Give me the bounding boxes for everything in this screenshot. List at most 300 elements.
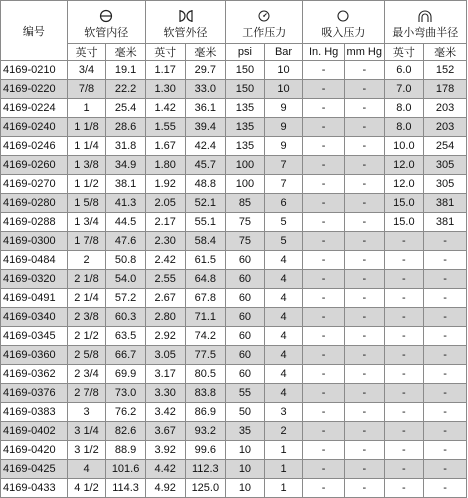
inner-diameter-inch-cell: 2 1/8 (67, 270, 106, 289)
bend-radius-inch-cell: - (384, 441, 424, 460)
bend-radius-inch-cell: - (384, 270, 424, 289)
part-number-cell: 4169-0433 (1, 479, 68, 498)
inner-diameter-inch-cell: 2 3/8 (67, 308, 106, 327)
outer-diameter-inch-cell: 4.42 (145, 460, 185, 479)
unit-header: 毫米 (106, 44, 146, 61)
header-unit-row (1, 44, 467, 61)
part-number-cell: 4169-0320 (1, 270, 68, 289)
part-number-cell: 4169-0224 (1, 99, 68, 118)
suction-inhg-cell: - (303, 270, 345, 289)
outer-diameter-mm-cell: 39.4 (185, 118, 226, 137)
inner-diameter-inch-cell: 1 3/4 (67, 213, 106, 232)
pressure-bar-cell: 7 (264, 156, 303, 175)
pressure-bar-cell: 4 (264, 251, 303, 270)
inner-diameter-inch-cell: 2 (67, 251, 106, 270)
bend-radius-inch-cell: - (384, 403, 424, 422)
suction-inhg-cell: - (303, 175, 345, 194)
inner-diameter-mm-cell: 31.8 (106, 137, 146, 156)
working-pressure-header (226, 1, 303, 44)
part-number-cell: 4169-0362 (1, 365, 68, 384)
part-number-cell: 4169-0484 (1, 251, 68, 270)
pressure-psi-cell: 100 (226, 175, 265, 194)
table-row (1, 308, 467, 327)
bend-radius-mm-cell: - (424, 346, 467, 365)
outer-diameter-icon (146, 8, 225, 24)
table-row (1, 194, 467, 213)
pressure-psi-cell: 135 (226, 118, 265, 137)
suction-inhg-cell: - (303, 479, 345, 498)
bend-radius-inch-cell: - (384, 460, 424, 479)
outer-diameter-mm-cell: 36.1 (185, 99, 226, 118)
pressure-psi-cell: 135 (226, 99, 265, 118)
inner-diameter-mm-cell: 88.9 (106, 441, 146, 460)
inner-diameter-mm-cell: 19.1 (106, 61, 146, 80)
table-row (1, 80, 467, 99)
pressure-bar-cell: 4 (264, 365, 303, 384)
bend-radius-mm-cell: - (424, 422, 467, 441)
unit-header: Bar (264, 44, 303, 61)
outer-diameter-mm-cell: 80.5 (185, 365, 226, 384)
working-pressure-label: 工作压力 (242, 27, 287, 39)
outer-diameter-mm-cell: 125.0 (185, 479, 226, 498)
suction-mmhg-cell: - (344, 137, 384, 156)
outer-diameter-inch-cell: 1.55 (145, 118, 185, 137)
outer-diameter-inch-cell: 3.05 (145, 346, 185, 365)
inner-diameter-inch-cell: 2 7/8 (67, 384, 106, 403)
part-number-cell: 4169-0270 (1, 175, 68, 194)
suction-inhg-cell: - (303, 118, 345, 137)
pressure-bar-cell: 10 (264, 80, 303, 99)
part-number-cell: 4169-0345 (1, 327, 68, 346)
unit-header: mm Hg (344, 44, 384, 61)
pressure-psi-cell: 60 (226, 270, 265, 289)
part-number-cell: 4169-0491 (1, 289, 68, 308)
outer-diameter-mm-cell: 29.7 (185, 61, 226, 80)
table-row (1, 213, 467, 232)
pressure-bar-cell: 1 (264, 479, 303, 498)
pressure-psi-cell: 150 (226, 61, 265, 80)
inner-diameter-mm-cell: 57.2 (106, 289, 146, 308)
part-number-cell: 4169-0246 (1, 137, 68, 156)
suction-inhg-cell: - (303, 80, 345, 99)
pressure-psi-cell: 60 (226, 289, 265, 308)
suction-mmhg-cell: - (344, 289, 384, 308)
pressure-bar-cell: 2 (264, 422, 303, 441)
suction-inhg-cell: - (303, 156, 345, 175)
table-row (1, 137, 467, 156)
pressure-psi-cell: 75 (226, 232, 265, 251)
outer-diameter-mm-cell: 99.6 (185, 441, 226, 460)
outer-diameter-mm-cell: 112.3 (185, 460, 226, 479)
suction-mmhg-cell: - (344, 118, 384, 137)
table-row (1, 270, 467, 289)
part-number-cell: 4169-0360 (1, 346, 68, 365)
bend-radius-inch-cell: - (384, 232, 424, 251)
unit-header: 毫米 (424, 44, 467, 61)
pressure-bar-cell: 9 (264, 137, 303, 156)
table-row (1, 327, 467, 346)
bend-radius-inch-cell: 15.0 (384, 213, 424, 232)
outer-diameter-mm-cell: 33.0 (185, 80, 226, 99)
pressure-psi-cell: 10 (226, 460, 265, 479)
outer-diameter-header (145, 1, 225, 44)
inner-diameter-inch-cell: 2 1/4 (67, 289, 106, 308)
bend-radius-mm-cell: - (424, 289, 467, 308)
inner-diameter-inch-cell: 3 (67, 403, 106, 422)
pressure-psi-cell: 10 (226, 441, 265, 460)
suction-mmhg-cell: - (344, 99, 384, 118)
outer-diameter-inch-cell: 1.67 (145, 137, 185, 156)
suction-mmhg-cell: - (344, 80, 384, 99)
suction-inhg-cell: - (303, 346, 345, 365)
inner-diameter-mm-cell: 50.8 (106, 251, 146, 270)
outer-diameter-mm-cell: 93.2 (185, 422, 226, 441)
bend-radius-mm-cell: - (424, 308, 467, 327)
inner-diameter-mm-cell: 73.0 (106, 384, 146, 403)
suction-inhg-cell: - (303, 460, 345, 479)
bend-radius-inch-cell: 6.0 (384, 61, 424, 80)
bend-radius-mm-cell: - (424, 327, 467, 346)
inner-diameter-mm-cell: 25.4 (106, 99, 146, 118)
bend-radius-mm-cell: 305 (424, 156, 467, 175)
pressure-psi-cell: 60 (226, 346, 265, 365)
outer-diameter-inch-cell: 1.92 (145, 175, 185, 194)
suction-mmhg-cell: - (344, 346, 384, 365)
outer-diameter-label: 软管外径 (163, 27, 208, 39)
inner-diameter-mm-cell: 54.0 (106, 270, 146, 289)
pressure-bar-cell: 1 (264, 460, 303, 479)
outer-diameter-inch-cell: 2.92 (145, 327, 185, 346)
outer-diameter-inch-cell: 2.67 (145, 289, 185, 308)
inner-diameter-inch-cell: 3/4 (67, 61, 106, 80)
outer-diameter-mm-cell: 67.8 (185, 289, 226, 308)
bend-radius-mm-cell: 381 (424, 194, 467, 213)
pressure-psi-cell: 150 (226, 80, 265, 99)
outer-diameter-inch-cell: 2.05 (145, 194, 185, 213)
pressure-psi-cell: 85 (226, 194, 265, 213)
suction-inhg-cell: - (303, 384, 345, 403)
outer-diameter-mm-cell: 74.2 (185, 327, 226, 346)
table-row (1, 403, 467, 422)
pressure-psi-cell: 75 (226, 213, 265, 232)
outer-diameter-inch-cell: 1.42 (145, 99, 185, 118)
pressure-bar-cell: 4 (264, 270, 303, 289)
outer-diameter-inch-cell: 3.17 (145, 365, 185, 384)
outer-diameter-inch-cell: 2.30 (145, 232, 185, 251)
suction-mmhg-cell: - (344, 213, 384, 232)
suction-mmhg-cell: - (344, 384, 384, 403)
inner-diameter-mm-cell: 34.9 (106, 156, 146, 175)
inner-diameter-mm-cell: 22.2 (106, 80, 146, 99)
unit-header: 英寸 (145, 44, 185, 61)
bend-radius-mm-cell: - (424, 384, 467, 403)
suction-inhg-cell: - (303, 403, 345, 422)
suction-inhg-cell: - (303, 137, 345, 156)
unit-header: 英寸 (67, 44, 106, 61)
inner-diameter-mm-cell: 82.6 (106, 422, 146, 441)
bend-radius-mm-cell: 254 (424, 137, 467, 156)
inner-diameter-inch-cell: 4 1/2 (67, 479, 106, 498)
outer-diameter-mm-cell: 52.1 (185, 194, 226, 213)
table-row (1, 365, 467, 384)
table-row (1, 422, 467, 441)
inner-diameter-inch-cell: 1 5/8 (67, 194, 106, 213)
part-number-cell: 4169-0402 (1, 422, 68, 441)
suction-inhg-cell: - (303, 251, 345, 270)
bend-radius-inch-cell: - (384, 289, 424, 308)
suction-mmhg-cell: - (344, 175, 384, 194)
table-row (1, 175, 467, 194)
pressure-bar-cell: 4 (264, 384, 303, 403)
unit-header: psi (226, 44, 265, 61)
pressure-bar-cell: 4 (264, 289, 303, 308)
table-row (1, 118, 467, 137)
part-number-cell: 4169-0300 (1, 232, 68, 251)
pressure-bar-cell: 7 (264, 175, 303, 194)
pressure-psi-cell: 135 (226, 137, 265, 156)
outer-diameter-inch-cell: 3.92 (145, 441, 185, 460)
suction-mmhg-cell: - (344, 327, 384, 346)
bend-radius-mm-cell: 305 (424, 175, 467, 194)
bend-radius-mm-cell: 203 (424, 118, 467, 137)
bend-radius-inch-cell: - (384, 327, 424, 346)
suction-mmhg-cell: - (344, 422, 384, 441)
inner-diameter-inch-cell: 3 1/4 (67, 422, 106, 441)
inner-diameter-icon (68, 8, 145, 24)
bend-radius-mm-cell: - (424, 441, 467, 460)
table-row (1, 232, 467, 251)
inner-diameter-mm-cell: 101.6 (106, 460, 146, 479)
bend-radius-inch-cell: - (384, 251, 424, 270)
part-number-cell: 4169-0376 (1, 384, 68, 403)
suction-mmhg-cell: - (344, 308, 384, 327)
inner-diameter-inch-cell: 4 (67, 460, 106, 479)
bend-radius-inch-cell: - (384, 308, 424, 327)
suction-inhg-cell: - (303, 441, 345, 460)
inner-diameter-inch-cell: 1 1/2 (67, 175, 106, 194)
suction-inhg-cell: - (303, 308, 345, 327)
inner-diameter-inch-cell: 2 5/8 (67, 346, 106, 365)
suction-inhg-cell: - (303, 365, 345, 384)
suction-mmhg-cell: - (344, 479, 384, 498)
table-row (1, 251, 467, 270)
outer-diameter-mm-cell: 64.8 (185, 270, 226, 289)
table-row (1, 99, 467, 118)
pressure-psi-cell: 10 (226, 479, 265, 498)
table-row (1, 441, 467, 460)
outer-diameter-inch-cell: 4.92 (145, 479, 185, 498)
outer-diameter-mm-cell: 83.8 (185, 384, 226, 403)
bend-radius-mm-cell: - (424, 251, 467, 270)
bend-radius-mm-cell: - (424, 403, 467, 422)
pressure-bar-cell: 4 (264, 346, 303, 365)
suction-circle-icon (303, 8, 383, 24)
pressure-psi-cell: 35 (226, 422, 265, 441)
inner-diameter-inch-cell: 1 7/8 (67, 232, 106, 251)
inner-diameter-inch-cell: 1 1/8 (67, 118, 106, 137)
outer-diameter-inch-cell: 1.80 (145, 156, 185, 175)
suction-mmhg-cell: - (344, 403, 384, 422)
bend-radius-mm-cell: 178 (424, 80, 467, 99)
inner-diameter-mm-cell: 38.1 (106, 175, 146, 194)
suction-mmhg-cell: - (344, 251, 384, 270)
part-number-cell: 4169-0280 (1, 194, 68, 213)
bend-radius-inch-cell: 8.0 (384, 118, 424, 137)
bend-radius-inch-cell: 10.0 (384, 137, 424, 156)
outer-diameter-mm-cell: 42.4 (185, 137, 226, 156)
table-row (1, 346, 467, 365)
outer-diameter-inch-cell: 2.17 (145, 213, 185, 232)
suction-mmhg-cell: - (344, 270, 384, 289)
pressure-gauge-icon (226, 8, 302, 24)
pressure-psi-cell: 50 (226, 403, 265, 422)
outer-diameter-mm-cell: 58.4 (185, 232, 226, 251)
inner-diameter-mm-cell: 41.3 (106, 194, 146, 213)
unit-header: In. Hg (303, 44, 345, 61)
bend-radius-inch-cell: 7.0 (384, 80, 424, 99)
inner-diameter-mm-cell: 44.5 (106, 213, 146, 232)
bend-radius-mm-cell: - (424, 232, 467, 251)
suction-mmhg-cell: - (344, 194, 384, 213)
inner-diameter-mm-cell: 28.6 (106, 118, 146, 137)
bend-radius-label: 最小弯曲半径 (392, 27, 459, 39)
table-row (1, 460, 467, 479)
outer-diameter-inch-cell: 1.30 (145, 80, 185, 99)
inner-diameter-inch-cell: 2 3/4 (67, 365, 106, 384)
table-row (1, 384, 467, 403)
inner-diameter-mm-cell: 114.3 (106, 479, 146, 498)
part-number-cell: 4169-0340 (1, 308, 68, 327)
inner-diameter-mm-cell: 66.7 (106, 346, 146, 365)
suction-inhg-cell: - (303, 422, 345, 441)
bend-radius-inch-cell: - (384, 479, 424, 498)
inner-diameter-mm-cell: 47.6 (106, 232, 146, 251)
bend-radius-mm-cell: 203 (424, 99, 467, 118)
pressure-psi-cell: 55 (226, 384, 265, 403)
suction-mmhg-cell: - (344, 232, 384, 251)
suction-inhg-cell: - (303, 213, 345, 232)
inner-diameter-inch-cell: 7/8 (67, 80, 106, 99)
part-number-cell: 4169-0220 (1, 80, 68, 99)
table-row (1, 61, 467, 80)
suction-inhg-cell: - (303, 61, 345, 80)
pressure-psi-cell: 60 (226, 327, 265, 346)
bend-radius-icon (385, 8, 466, 24)
suction-inhg-cell: - (303, 289, 345, 308)
part-number-cell: 4169-0383 (1, 403, 68, 422)
outer-diameter-mm-cell: 61.5 (185, 251, 226, 270)
outer-diameter-inch-cell: 3.67 (145, 422, 185, 441)
part-number-cell: 4169-0420 (1, 441, 68, 460)
inner-diameter-inch-cell: 1 (67, 99, 106, 118)
inner-diameter-mm-cell: 63.5 (106, 327, 146, 346)
header-group-row (1, 1, 467, 44)
inner-diameter-inch-cell: 1 1/4 (67, 137, 106, 156)
inner-diameter-inch-cell: 1 3/8 (67, 156, 106, 175)
table-row (1, 289, 467, 308)
bend-radius-inch-cell: - (384, 346, 424, 365)
pressure-bar-cell: 5 (264, 232, 303, 251)
table-row (1, 156, 467, 175)
bend-radius-mm-cell: - (424, 460, 467, 479)
pressure-bar-cell: 6 (264, 194, 303, 213)
table-row (1, 479, 467, 498)
outer-diameter-mm-cell: 71.1 (185, 308, 226, 327)
inner-diameter-mm-cell: 60.3 (106, 308, 146, 327)
pressure-bar-cell: 3 (264, 403, 303, 422)
inner-diameter-inch-cell: 3 1/2 (67, 441, 106, 460)
outer-diameter-inch-cell: 3.42 (145, 403, 185, 422)
pressure-bar-cell: 1 (264, 441, 303, 460)
bend-radius-inch-cell: 12.0 (384, 156, 424, 175)
pressure-bar-cell: 10 (264, 61, 303, 80)
bend-radius-inch-cell: - (384, 422, 424, 441)
outer-diameter-mm-cell: 45.7 (185, 156, 226, 175)
bend-radius-inch-cell: - (384, 365, 424, 384)
outer-diameter-inch-cell: 2.80 (145, 308, 185, 327)
suction-pressure-header (303, 1, 384, 44)
inner-diameter-inch-cell: 2 1/2 (67, 327, 106, 346)
bend-radius-mm-cell: - (424, 365, 467, 384)
bend-radius-inch-cell: 12.0 (384, 175, 424, 194)
inner-diameter-label: 软管内径 (84, 27, 129, 39)
part-number-cell: 4169-0425 (1, 460, 68, 479)
unit-header: 毫米 (185, 44, 226, 61)
pressure-psi-cell: 100 (226, 156, 265, 175)
bend-radius-mm-cell: 381 (424, 213, 467, 232)
bend-radius-mm-cell: - (424, 479, 467, 498)
suction-inhg-cell: - (303, 194, 345, 213)
outer-diameter-inch-cell: 1.17 (145, 61, 185, 80)
bend-radius-inch-cell: 15.0 (384, 194, 424, 213)
id-column-header: 编号 (1, 1, 68, 61)
suction-mmhg-cell: - (344, 460, 384, 479)
bend-radius-inch-cell: 8.0 (384, 99, 424, 118)
suction-inhg-cell: - (303, 327, 345, 346)
outer-diameter-mm-cell: 55.1 (185, 213, 226, 232)
bend-radius-header (384, 1, 466, 44)
pressure-psi-cell: 60 (226, 365, 265, 384)
outer-diameter-mm-cell: 86.9 (185, 403, 226, 422)
inner-diameter-mm-cell: 69.9 (106, 365, 146, 384)
suction-mmhg-cell: - (344, 441, 384, 460)
pressure-bar-cell: 4 (264, 308, 303, 327)
pressure-psi-cell: 60 (226, 251, 265, 270)
suction-inhg-cell: - (303, 99, 345, 118)
outer-diameter-mm-cell: 77.5 (185, 346, 226, 365)
pressure-bar-cell: 4 (264, 327, 303, 346)
inner-diameter-header (67, 1, 145, 44)
table-body (1, 61, 467, 498)
outer-diameter-inch-cell: 3.30 (145, 384, 185, 403)
pressure-bar-cell: 5 (264, 213, 303, 232)
suction-inhg-cell: - (303, 232, 345, 251)
part-number-cell: 4169-0240 (1, 118, 68, 137)
pressure-bar-cell: 9 (264, 118, 303, 137)
pressure-psi-cell: 60 (226, 308, 265, 327)
bend-radius-inch-cell: - (384, 384, 424, 403)
inner-diameter-mm-cell: 76.2 (106, 403, 146, 422)
bend-radius-mm-cell: - (424, 270, 467, 289)
outer-diameter-inch-cell: 2.55 (145, 270, 185, 289)
outer-diameter-mm-cell: 48.8 (185, 175, 226, 194)
suction-pressure-label: 吸入压力 (321, 27, 366, 39)
outer-diameter-inch-cell: 2.42 (145, 251, 185, 270)
part-number-cell: 4169-0260 (1, 156, 68, 175)
suction-mmhg-cell: - (344, 156, 384, 175)
part-number-cell: 4169-0210 (1, 61, 68, 80)
suction-mmhg-cell: - (344, 365, 384, 384)
